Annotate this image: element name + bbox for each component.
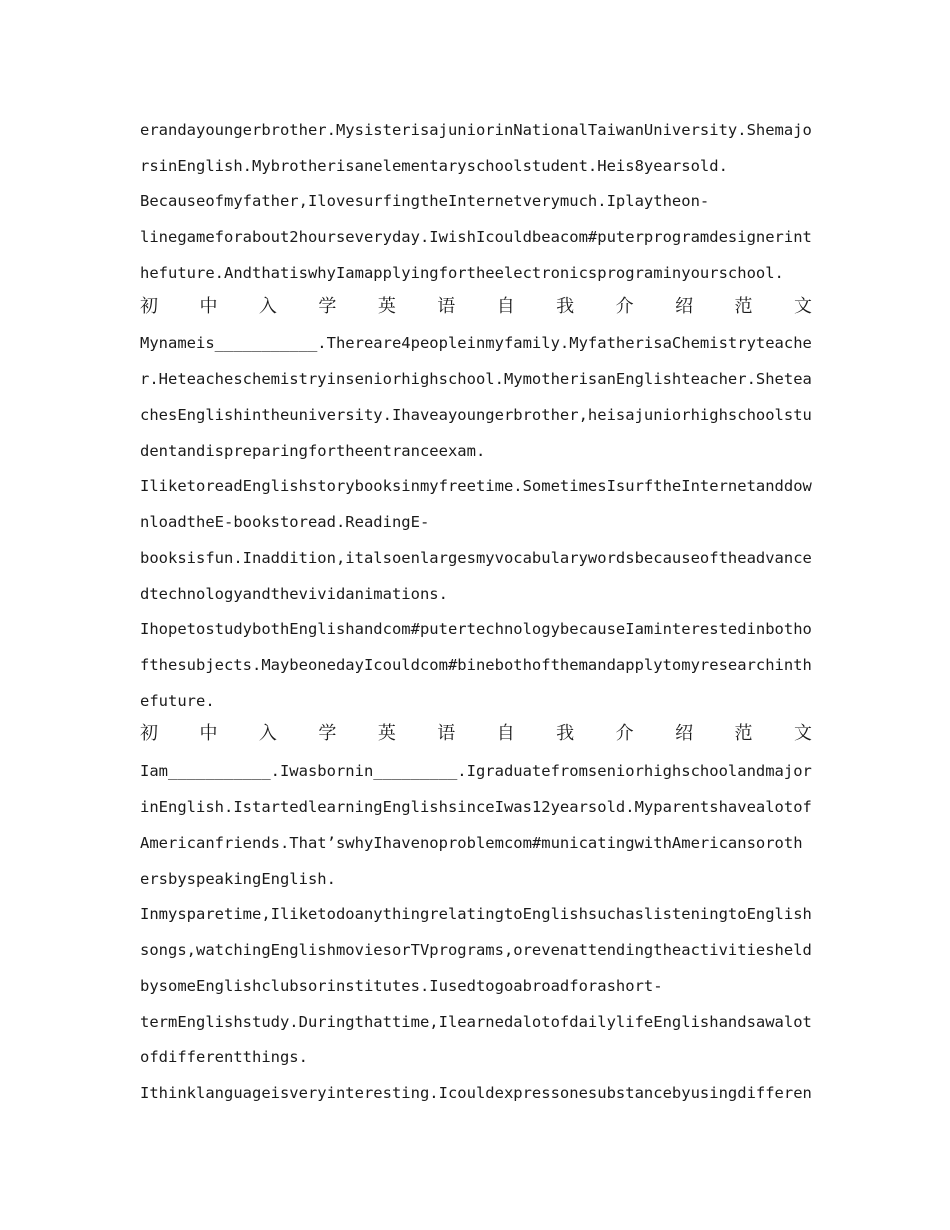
text-line: dentandispreparingfortheentranceexam. <box>140 442 486 460</box>
heading-char: 学 <box>318 296 337 317</box>
heading-char: 范 <box>734 296 753 317</box>
text-line: termEnglishstudy.Duringthattime,IlearnedalotofdailylifeEnglishandsawalot <box>140 1013 812 1031</box>
heading-char: 初 <box>140 723 158 744</box>
text-line: fthesubjects.MaybeonedayIcouldcom#binebothofthemandapplytomyresearchinth <box>140 656 812 674</box>
heading-char: 文 <box>793 723 812 744</box>
heading-char: 范 <box>734 723 753 744</box>
text-line: rsinEnglish.Mybrotherisanelementaryschoolstudent.Heis8yearsold. <box>140 157 728 175</box>
text-line: ersbyspeakingEnglish. <box>140 870 336 888</box>
heading-char: 初 <box>140 296 158 317</box>
section-heading <box>140 296 812 318</box>
heading-char: 介 <box>615 296 634 317</box>
text-line: nloadtheE-bookstoread.ReadingE- <box>140 513 430 531</box>
text-line: r.Heteacheschemistryinseniorhighschool.MymotherisanEnglishteacher.Shetea <box>140 370 812 388</box>
heading-char: 中 <box>199 296 218 317</box>
section-heading <box>140 723 812 745</box>
text-line: linegameforabout2hourseveryday.IwishIcouldbeacom#puterprogramdesignerint <box>140 228 812 246</box>
text-line: hefuture.AndthatiswhyIamapplyingfortheelectronicsprograminyourschool. <box>140 264 784 282</box>
text-line: IhopetostudybothEnglishandcom#putertechnologybecauseIaminterestedinbotho <box>140 620 812 638</box>
text-line: Becauseofmyfather,IlovesurfingtheInternetverymuch.Iplaytheon- <box>140 192 710 210</box>
text-line: IliketoreadEnglishstorybooksinmyfreetime.SometimesIsurftheInternetanddow <box>140 477 812 495</box>
heading-char: 入 <box>258 296 277 317</box>
heading-char: 中 <box>199 723 218 744</box>
text-line: efuture. <box>140 692 215 710</box>
heading-char: 我 <box>556 723 575 744</box>
text-line: ofdifferentthings. <box>140 1048 308 1066</box>
heading-char: 介 <box>615 723 634 744</box>
heading-char: 绍 <box>675 296 694 317</box>
heading-char: 入 <box>258 723 277 744</box>
text-line: Ithinklanguageisveryinteresting.Icouldexpressonesubstancebyusingdifferen <box>140 1084 812 1102</box>
text-line: dtechnologyandthevividanimations. <box>140 585 448 603</box>
text-line: Mynameis___________.Thereare4peopleinmyfamily.MyfatherisaChemistryteache <box>140 334 812 352</box>
text-line: bysomeEnglishclubsorinstitutes.Iusedtogoabroadforashort- <box>140 977 663 995</box>
heading-char: 绍 <box>675 723 694 744</box>
text-line: songs,watchingEnglishmoviesorTVprograms,orevenattendingtheactivitiesheld <box>140 941 812 959</box>
text-line: erandayoungerbrother.MysisterisajuniorinNationalTaiwanUniversity.Shemajo <box>140 121 812 139</box>
text-line: Iam___________.Iwasbornin_________.Igraduatefromseniorhighschoolandmajor <box>140 762 812 780</box>
text-line: Americanfriends.That’swhyIhavenoproblemcom#municatingwithAmericansoroth <box>140 834 803 852</box>
text-line: chesEnglishintheuniversity.Ihaveayoungerbrother,heisajuniorhighschoolstu <box>140 406 812 424</box>
heading-char: 自 <box>496 296 515 317</box>
heading-char: 英 <box>377 296 396 317</box>
heading-char: 文 <box>793 296 812 317</box>
heading-char: 英 <box>377 723 396 744</box>
text-line: inEnglish.IstartedlearningEnglishsinceIwas12yearsold.Myparentshavealotof <box>140 798 812 816</box>
heading-char: 语 <box>437 296 456 317</box>
heading-char: 语 <box>437 723 456 744</box>
heading-char: 我 <box>556 296 575 317</box>
heading-char: 学 <box>318 723 337 744</box>
text-line: Inmysparetime,IliketodoanythingrelatingtoEnglishsuchaslisteningtoEnglish <box>140 905 812 923</box>
text-line: booksisfun.Inaddition,italsoenlargesmyvocabularywordsbecauseoftheadvance <box>140 549 812 567</box>
heading-char: 自 <box>496 723 515 744</box>
